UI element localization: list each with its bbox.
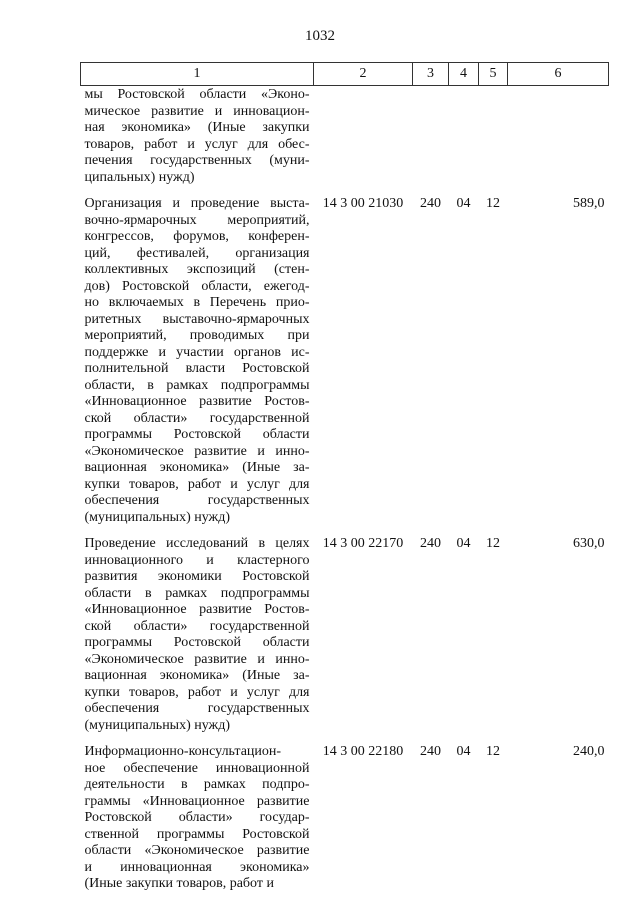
column-header-5: 5 — [479, 63, 508, 86]
amount-value: 240,0 — [573, 744, 605, 759]
description-line: вационная экономика» (Иные за- — [84, 668, 310, 683]
description-line: мическое развитие и инновацион- — [84, 103, 310, 119]
row-description — [81, 186, 314, 526]
description-line: программы Ростовской области — [84, 635, 310, 650]
description-line: области, в рамках подпрограммы — [84, 377, 310, 393]
table-body — [81, 86, 609, 893]
subsection-code — [479, 86, 508, 187]
column-header-4: 4 — [449, 63, 479, 86]
description-line: ской области» государственной — [84, 410, 310, 426]
amount-value: 589,0 — [573, 196, 605, 211]
description-line: программы Ростовской области — [84, 427, 310, 442]
section-code: 04 — [456, 744, 471, 759]
description-line: дов) Ростовской области, ежегод- — [84, 278, 310, 294]
description-line: деятельности в рамках подпро- — [84, 777, 310, 792]
description-line: поддержке и участии органов ис- — [84, 344, 310, 360]
description-line: полнительной власти Ростовской — [84, 361, 310, 376]
description-line: ций, фестивалей, организация — [84, 245, 310, 261]
description-line: инновационного и кластерного — [84, 552, 310, 568]
amount-value: 630,0 — [573, 536, 605, 551]
column-header-1: 1 — [81, 63, 314, 86]
description-line: «Экономическое развитие и инно- — [84, 443, 310, 459]
column-header-2: 2 — [314, 63, 413, 86]
amount-value — [508, 86, 609, 187]
table-row — [81, 86, 609, 187]
description-line: Организация и проведение выста- — [84, 196, 310, 211]
row-description — [81, 734, 314, 893]
description-line: конгрессов, форумов, конферен- — [84, 229, 310, 244]
row-description — [81, 526, 314, 734]
description-line: обеспечения государственных — [84, 493, 310, 508]
description-line: (муниципальных) нужд) — [84, 509, 231, 525]
subsection-code: 12 — [486, 536, 500, 551]
expense-type-code: 240 — [420, 536, 441, 551]
description-line: коллективных экспозиций (стен- — [84, 262, 310, 277]
subsection-code: 12 — [486, 196, 500, 211]
description-line: (муниципальных) нужд) — [84, 717, 231, 733]
description-line: (Иные закупки товаров, работ и — [84, 876, 274, 891]
description-line: мы Ростовской области «Эконо- — [84, 87, 310, 102]
expense-type-code: 240 — [420, 196, 441, 211]
table-row — [81, 186, 609, 526]
description-line: области в рамках подпрограммы — [84, 585, 310, 601]
description-line: развития экономики Ростовской — [84, 569, 310, 584]
row-description — [81, 86, 314, 187]
target-article-code — [314, 86, 413, 187]
description-line: Информационно-консультацион- — [84, 744, 282, 759]
subsection-code: 12 — [486, 744, 500, 759]
description-line: купки товаров, работ и услуг для — [84, 476, 310, 492]
description-line: «Экономическое развитие и инно- — [84, 651, 310, 667]
description-line: купки товаров, работ и услуг для — [84, 684, 310, 700]
page-number: 1032 — [305, 28, 335, 44]
table-header-row — [81, 63, 609, 86]
description-line: товаров, работ и услуг для обес- — [84, 136, 310, 152]
table-row — [81, 734, 609, 893]
section-code — [449, 86, 479, 187]
description-line: граммы «Инновационное развитие — [84, 793, 310, 809]
target-article-code: 14 3 00 21030 — [322, 196, 404, 211]
section-code: 04 — [456, 536, 471, 551]
description-line: но включаемых в Перечень прио- — [84, 295, 310, 310]
expense-type-code: 240 — [420, 744, 441, 759]
description-line: «Инновационное развитие Ростов- — [84, 602, 310, 617]
description-line: вационная экономика» (Иные за- — [84, 460, 310, 475]
target-article-code: 14 3 00 22170 — [322, 536, 404, 551]
description-line: ритетных выставочно-ярмарочных — [84, 311, 310, 327]
description-line: Ростовской области» государ- — [84, 810, 310, 825]
description-line: и инновационная экономика» — [84, 859, 310, 875]
column-header-6: 6 — [508, 63, 609, 86]
description-line: ципальных) нужд) — [84, 169, 195, 185]
description-line: области «Экономическое развитие — [84, 843, 310, 858]
description-line: Проведение исследований в целях — [84, 536, 310, 551]
column-header-3: 3 — [413, 63, 449, 86]
description-line: ная экономика» (Иные закупки — [84, 120, 310, 135]
section-code: 04 — [456, 196, 471, 211]
table-row — [81, 526, 609, 734]
description-line: мероприятий, проводимых при — [84, 328, 310, 343]
description-line: обеспечения государственных — [84, 701, 310, 716]
description-line: печения государственных (муни- — [84, 153, 310, 168]
budget-table — [80, 62, 609, 893]
target-article-code: 14 3 00 22180 — [322, 744, 404, 759]
expense-type-code — [413, 86, 449, 187]
description-line: ственной программы Ростовской — [84, 826, 310, 842]
description-line: «Инновационное развитие Ростов- — [84, 394, 310, 409]
description-line: вочно-ярмарочных мероприятий, — [84, 212, 310, 228]
description-line: ской области» государственной — [84, 618, 310, 634]
description-line: ное обеспечение инновационной — [84, 760, 310, 776]
